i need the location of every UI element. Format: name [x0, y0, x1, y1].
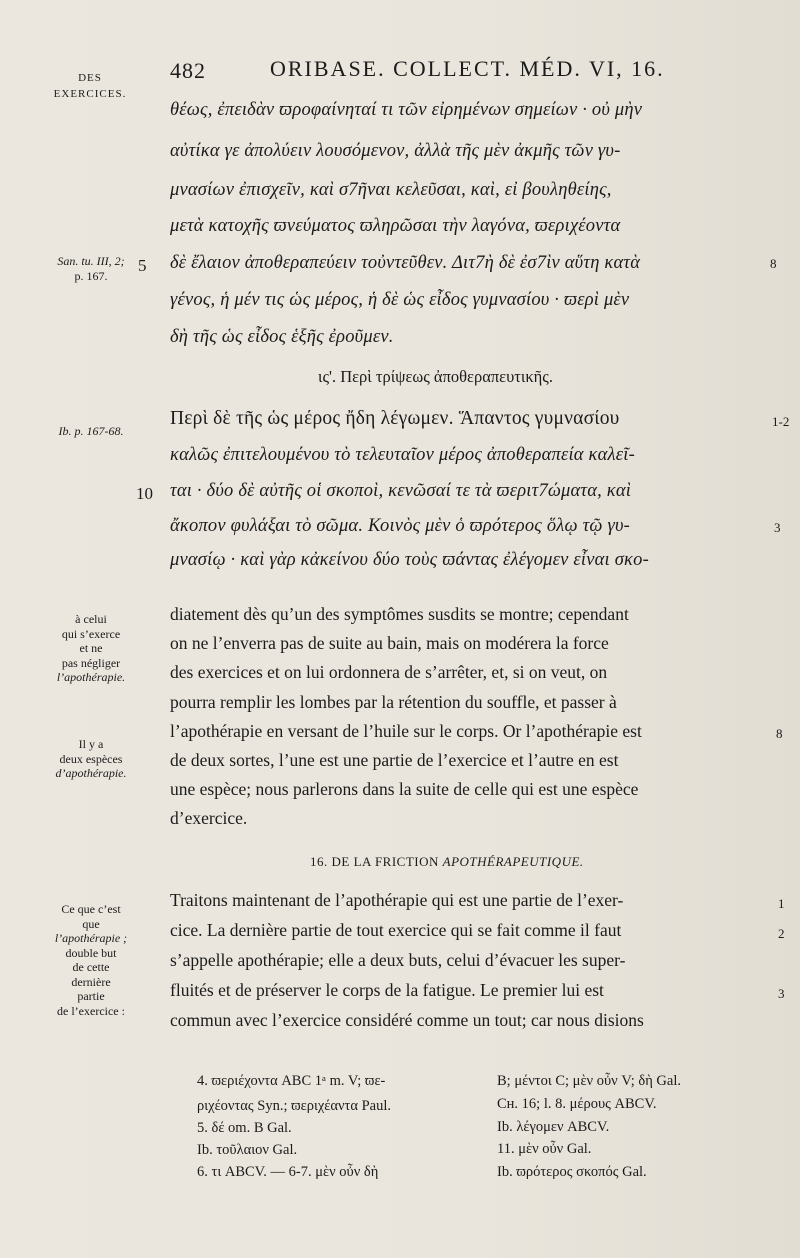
margin-note-line: double but — [65, 945, 117, 960]
french-line: de deux sortes, l’une est une partie de l’exercice et l’autre en est — [170, 750, 619, 770]
right-line-number: 3 — [778, 986, 785, 1001]
page-header — [0, 54, 800, 94]
french-line: diatement dès qu’un des symptômes susdits se montre; cependant — [170, 604, 629, 624]
margin-note — [30, 902, 152, 1018]
greek-line: μετὰ κατοχῆς ϖνεύματος ϖληρῶσαι τὴν λαγόνα, ϖεριχέοντα — [170, 216, 621, 236]
margin-note — [30, 612, 152, 685]
french-line: on ne l’enverra pas de suite au bain, mais on modérera la force — [170, 633, 609, 653]
french-line: des exercices et on lui ordonnera de s’arrêter, et, si on veut, on — [170, 662, 608, 682]
margin-note-line: partie — [77, 989, 105, 1003]
greek-line: αὐτίκα γε ἀπολύειν λουσόμενον, ἀλλὰ τῆς μὲν ἀκμῆς τῶν γυ- — [170, 141, 621, 161]
greek-line: μνασίῳ · καὶ γὰρ κἀκείνου δύο τοὺς ϖάντας ἐλέγομεν εἶναι σκο- — [170, 550, 649, 570]
footnote-line: Ib. λέγομεν ABCV. — [497, 1119, 610, 1135]
margin-note-line: à celui — [75, 612, 107, 626]
greek-line: καλῶς ἐπιτελουμένου τὸ τελευταῖον μέρος ἀποθεραπεία καλεῖ- — [170, 445, 635, 465]
page-number: 482 — [170, 58, 206, 83]
french-line: Traitons maintenant de l’apothérapie qui est une partie de l’exer- — [170, 890, 624, 910]
line-number: 5 — [138, 256, 147, 275]
greek-line: δὲ ἔλαιον ἀποθεραπεύειν τοὐντεῦθεν. Διτ7ὴ δὲ ἐσ7ὶν αὕτη κατὰ — [170, 253, 641, 273]
margin-reference-line: San. tu. III, 2; — [57, 254, 125, 268]
footnote-line: 11. μὲν οὖν Gal. — [497, 1141, 592, 1157]
french-section-title-italic: APOTHÉRAPEUTIQUE. — [442, 854, 584, 869]
right-line-number: 1-2 — [772, 414, 790, 429]
footnote-line: Ib. ϖρότερος σκοπός Gal. — [497, 1164, 647, 1180]
margin-note-line: Ce que c’est — [61, 902, 121, 916]
footnote-line: Ib. τοῦλαιον Gal. — [197, 1142, 298, 1158]
greek-line: Περὶ δὲ τῆς ὡς μέρος ἤδη λέγωμεν. Ἅπαντος γυμνασίου — [170, 408, 620, 429]
greek-line: θέως, ἐπειδὰν ϖροφαίνηταί τι τῶν εἰρημένων σημείων · οὐ μὴν — [170, 100, 643, 120]
margin-note-line: et ne — [79, 641, 103, 655]
footnote-line: 6. τι ABCV. — 6-7. μὲν οὖν δὴ — [197, 1164, 379, 1180]
margin-note-line: deux espèces — [59, 751, 123, 766]
margin-note-line: qui s’exerce — [61, 626, 121, 641]
right-line-number: 2 — [778, 926, 785, 941]
right-line-number: 8 — [776, 726, 783, 741]
footnote-line: 5. δέ om. B Gal. — [197, 1120, 292, 1136]
french-line: commun avec l’exercice considéré comme un tout; car nous disions — [170, 1010, 644, 1030]
french-line: pourra remplir les lombes par la rétention du souffle, et passer à — [170, 692, 617, 712]
footnote-line: 4. ϖεριέχοντα ABC 1ᵃ m. V; ϖε- — [197, 1073, 386, 1089]
french-line: l’apothérapie en versant de l’huile sur le corps. Or l’apothérapie est — [170, 721, 642, 741]
margin-note-line: l’apothérapie. — [56, 670, 126, 684]
margin-reference-line: Ib. p. 167-68. — [58, 424, 124, 438]
greek-section-title: ις'. Περὶ τρίψεως ἀποθεραπευτικῆς. — [318, 367, 553, 386]
french-line: fluités et de préserver le corps de la fatigue. Le premier lui est — [170, 980, 604, 1000]
margin-note — [30, 737, 152, 781]
line-number: 10 — [136, 484, 153, 503]
margin-heading-line: DES — [78, 72, 102, 84]
margin-reference — [30, 424, 152, 439]
footnote-line: ριχέοντας Syn.; ϖεριχέαντα Paul. — [197, 1098, 392, 1114]
margin-note-line: dernière — [71, 974, 111, 989]
margin-note-line: Il y a — [78, 737, 104, 751]
margin-reference-line: p. 167. — [74, 268, 108, 283]
right-line-number: 3 — [774, 520, 781, 535]
french-section-title-prefix: 16. DE LA FRICTION — [310, 854, 439, 869]
greek-line: ται · δύο δὲ αὐτῆς οἱ σκοποὶ, κενῶσαί τε τὰ ϖεριτ7ώματα, καὶ — [170, 481, 632, 501]
greek-line: δὴ τῆς ὡς εἶδος ἑξῆς ἐροῦμεν. — [170, 327, 394, 347]
greek-line: γένος, ἡ μέν τις ὡς μέρος, ἡ δὲ ὡς εἶδος γυμνασίου · ϖερὶ μὲν — [170, 290, 630, 310]
margin-note-line: de l’exercice : — [57, 1003, 125, 1018]
french-line: d’exercice. — [170, 808, 248, 828]
running-title: ORIBASE. COLLECT. MÉD. VI, 16. — [270, 56, 665, 81]
margin-reference — [30, 254, 152, 283]
margin-note-line: que — [82, 916, 100, 931]
margin-note-line: d’apothérapie. — [55, 766, 127, 780]
margin-note-line: pas négliger — [61, 655, 121, 670]
margin-heading-line: EXERCICES. — [53, 88, 127, 100]
footnote-line: B; μέντοι C; μὲν οὖν V; δὴ Gal. — [497, 1073, 681, 1089]
french-line: s’appelle apothérapie; elle a deux buts, celui d’évacuer les super- — [170, 950, 626, 970]
margin-note-line: de cette — [72, 960, 110, 974]
right-line-number: 1 — [778, 896, 785, 911]
footnote-line: Cʜ. 16; l. 8. μέρους ABCV. — [497, 1096, 657, 1112]
margin-note-line: l’apothérapie ; — [54, 931, 128, 945]
french-section-title — [310, 854, 584, 870]
right-line-number: 8 — [770, 256, 777, 271]
french-line: cice. La dernière partie de tout exercice qui se fait comme il faut — [170, 920, 622, 940]
greek-line: μνασίων ἐπισχεῖν, καὶ σ7ῆναι κελεῦσαι, καὶ, εἰ βουληθείης, — [170, 180, 612, 200]
french-line: une espèce; nous parlerons dans la suite de celle qui est une espèce — [170, 779, 639, 799]
greek-line: ἄκοπον φυλάξαι τὸ σῶμα. Κοινὸς μὲν ὁ ϖρότερος ὅλῳ τῷ γυ- — [170, 516, 631, 536]
